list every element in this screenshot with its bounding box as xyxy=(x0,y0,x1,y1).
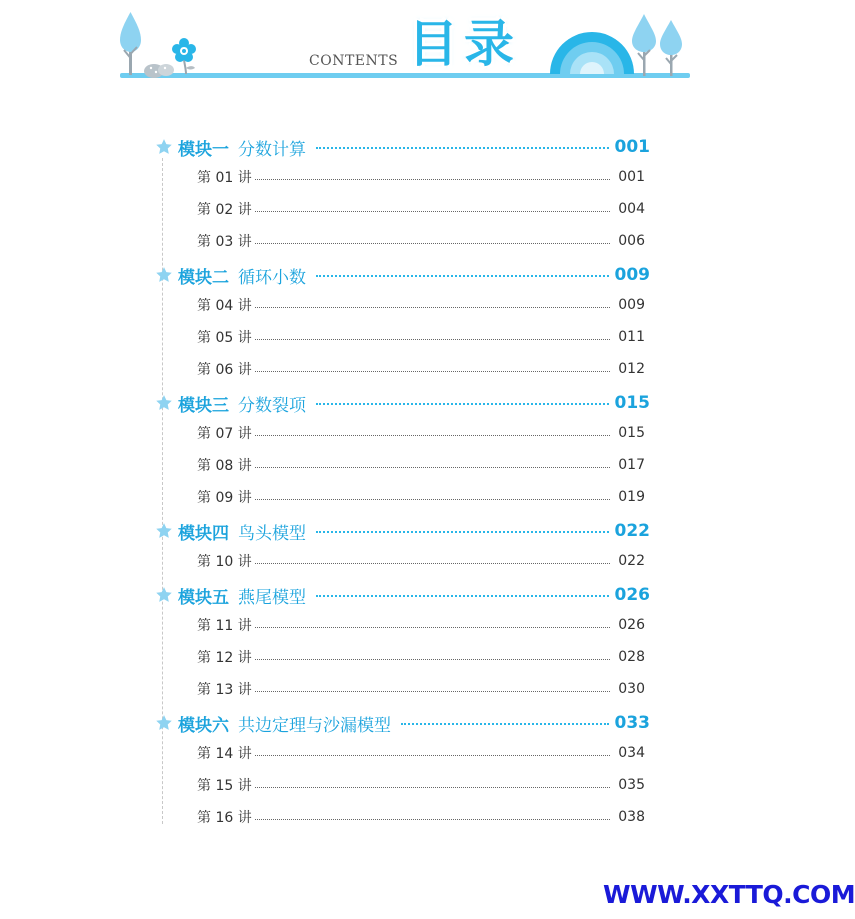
leader-dots xyxy=(316,147,609,149)
toc-lecture[interactable] xyxy=(197,358,645,380)
lecture-name: 第 08 讲 xyxy=(197,458,252,474)
module-number: 模块三 xyxy=(178,395,229,416)
lecture-page-number: 001 xyxy=(618,169,645,185)
leader-dots xyxy=(316,403,609,405)
module-number: 模块二 xyxy=(178,267,229,288)
toc-lecture[interactable] xyxy=(197,294,645,316)
lecture-name: 第 10 讲 xyxy=(197,554,252,570)
star-icon xyxy=(155,522,173,540)
star-icon xyxy=(155,714,173,732)
leader-dots xyxy=(255,243,611,244)
leader-dots xyxy=(255,691,611,692)
toc-lecture[interactable] xyxy=(197,166,645,188)
star-icon xyxy=(155,586,173,604)
lecture-page-number: 004 xyxy=(618,201,645,217)
leader-dots xyxy=(401,723,609,725)
lecture-name: 第 07 讲 xyxy=(197,426,252,442)
toc-lecture[interactable] xyxy=(197,742,645,764)
lecture-page-number: 028 xyxy=(618,649,645,665)
module-page-number: 015 xyxy=(614,393,650,413)
leader-dots xyxy=(255,211,611,212)
lecture-name: 第 04 讲 xyxy=(197,298,252,314)
toc-module[interactable] xyxy=(155,711,650,735)
leader-dots xyxy=(255,659,611,660)
lecture-page-number: 038 xyxy=(618,809,645,825)
module-title: 循环小数 xyxy=(238,267,306,288)
module-number: 模块一 xyxy=(178,139,229,160)
lecture-page-number: 026 xyxy=(618,617,645,633)
toc-module[interactable] xyxy=(155,583,650,607)
star-icon xyxy=(155,394,173,412)
leader-dots xyxy=(255,307,611,308)
module-title: 鸟头模型 xyxy=(238,523,306,544)
lecture-name: 第 02 讲 xyxy=(197,202,252,218)
lecture-page-number: 011 xyxy=(618,329,645,345)
lecture-name: 第 05 讲 xyxy=(197,330,252,346)
leader-dots xyxy=(255,435,611,436)
lecture-name: 第 09 讲 xyxy=(197,490,252,506)
toc-lecture[interactable] xyxy=(197,230,645,252)
leader-dots xyxy=(255,179,611,180)
lecture-page-number: 012 xyxy=(618,361,645,377)
toc-lecture[interactable] xyxy=(197,550,645,572)
lecture-name: 第 11 讲 xyxy=(197,618,252,634)
module-page-number: 009 xyxy=(614,265,650,285)
leader-dots xyxy=(316,531,609,533)
lecture-name: 第 01 讲 xyxy=(197,170,252,186)
lecture-name: 第 16 讲 xyxy=(197,810,252,826)
module-number: 模块五 xyxy=(178,587,229,608)
leader-dots xyxy=(255,819,611,820)
module-title: 分数计算 xyxy=(238,139,306,160)
leader-dots xyxy=(255,787,611,788)
toc-module[interactable] xyxy=(155,263,650,287)
toc-lecture[interactable] xyxy=(197,806,645,828)
leader-dots xyxy=(255,371,611,372)
toc-lecture[interactable] xyxy=(197,614,645,636)
toc-lecture[interactable] xyxy=(197,198,645,220)
toc-module[interactable] xyxy=(155,519,650,543)
lecture-name: 第 03 讲 xyxy=(197,234,252,250)
page-title: 目录 xyxy=(408,15,520,73)
leader-dots xyxy=(255,467,611,468)
leader-dots xyxy=(255,339,611,340)
module-page-number: 026 xyxy=(614,585,650,605)
lecture-page-number: 034 xyxy=(618,745,645,761)
lecture-name: 第 15 讲 xyxy=(197,778,252,794)
toc-module[interactable] xyxy=(155,391,650,415)
toc-lecture[interactable] xyxy=(197,326,645,348)
contents-label: CONTENTS xyxy=(309,53,399,69)
leader-dots xyxy=(255,563,611,564)
leader-dots xyxy=(316,275,609,277)
leader-dots xyxy=(255,499,611,500)
module-page-number: 022 xyxy=(614,521,650,541)
module-number: 模块四 xyxy=(178,523,229,544)
lecture-name: 第 12 讲 xyxy=(197,650,252,666)
leader-dots xyxy=(255,755,611,756)
toc-lecture[interactable] xyxy=(197,678,645,700)
lecture-page-number: 017 xyxy=(618,457,645,473)
leader-dots xyxy=(316,595,609,597)
toc-lecture[interactable] xyxy=(197,454,645,476)
toc-lecture[interactable] xyxy=(197,774,645,796)
module-page-number: 033 xyxy=(614,713,650,733)
toc-lecture[interactable] xyxy=(197,486,645,508)
lecture-page-number: 022 xyxy=(618,553,645,569)
lecture-page-number: 015 xyxy=(618,425,645,441)
leader-dots xyxy=(255,627,611,628)
module-page-number: 001 xyxy=(614,137,650,157)
module-title: 共边定理与沙漏模型 xyxy=(238,715,391,736)
lecture-page-number: 009 xyxy=(618,297,645,313)
module-title: 燕尾模型 xyxy=(238,587,306,608)
lecture-page-number: 019 xyxy=(618,489,645,505)
toc-lecture[interactable] xyxy=(197,646,645,668)
star-icon xyxy=(155,138,173,156)
lecture-name: 第 14 讲 xyxy=(197,746,252,762)
toc-lecture[interactable] xyxy=(197,422,645,444)
star-icon xyxy=(155,266,173,284)
toc-module[interactable] xyxy=(155,135,650,159)
lecture-name: 第 06 讲 xyxy=(197,362,252,378)
lecture-page-number: 035 xyxy=(618,777,645,793)
lecture-page-number: 006 xyxy=(618,233,645,249)
module-title: 分数裂项 xyxy=(238,395,306,416)
module-number: 模块六 xyxy=(178,715,229,736)
lecture-name: 第 13 讲 xyxy=(197,682,252,698)
lecture-page-number: 030 xyxy=(618,681,645,697)
watermark-url: WWW.XXTTQ.COM xyxy=(603,880,855,909)
